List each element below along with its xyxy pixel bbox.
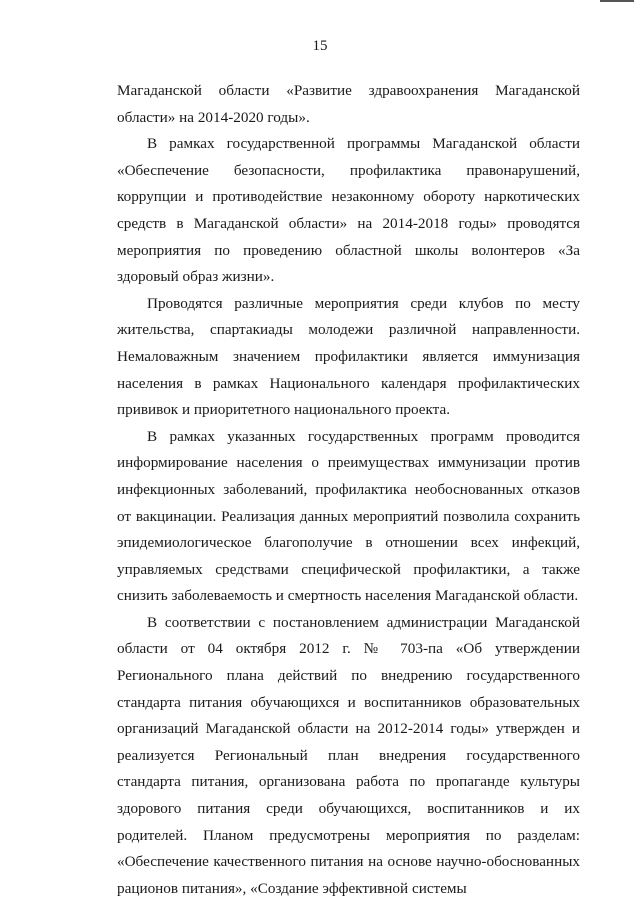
paragraph-security-program: В рамках государственной программы Магаданской области «Обеспечение безопасности, профилактика правонарушений, коррупции и противодействие незаконному обороту наркотических средств в Магаданской области» на 2014-2018 годы» проводятся мероприятия по проведению областной школы волонтеров «За здоровый образ жизни». <box>117 135 580 286</box>
page-number: 15 <box>312 38 328 54</box>
paragraph-continuation: Магаданской области «Развитие здравоохранения Магаданской области» на 2014-2020 годы». <box>117 82 580 126</box>
paragraph-immunization: В рамках указанных государственных программ проводится информирование населения о преимуществах иммунизации против инфекционных заболеваний, профилактика необоснованных отказов от вакцинации. Реализация данных мероприятий позволила сохранить эпидемиологическое благополучие в отношении всех инфекций, управляемых средствами специфической профилактики, а также снизить заболеваемость и смертность населения Магаданской области. <box>117 427 580 605</box>
paragraph-club-events: Проводятся различные мероприятия среди клубов по месту жительства, спартакиады молодежи различной направленности. Немаловажным значением профилактики является иммунизация населения в рамках Национального календаря профилактических прививок и приоритетного национального проекта. <box>117 294 580 419</box>
document-body <box>117 78 580 902</box>
paragraph-nutrition-plan: В соответствии с постановлением администрации Магаданской области от 04 октября 2012 г. № 703-па «Об утверждении Регионального плана действий по внедрению государственного стандарта питания обучающихся и воспитанников образовательных организаций Магаданской области на 2012-2014 годы» утвержден и реализуется Региональный план внедрения государственного стандарта питания, организована работа по пропаганде культуры здорового питания среди обучающихся, воспитанников и их родителей. Планом предусмотрены мероприятия по разделам: «Обеспечение качественного питания на основе научно-обоснованных рационов питания», «Создание эффективной системы <box>117 613 580 897</box>
scan-edge-mark <box>600 0 634 2</box>
